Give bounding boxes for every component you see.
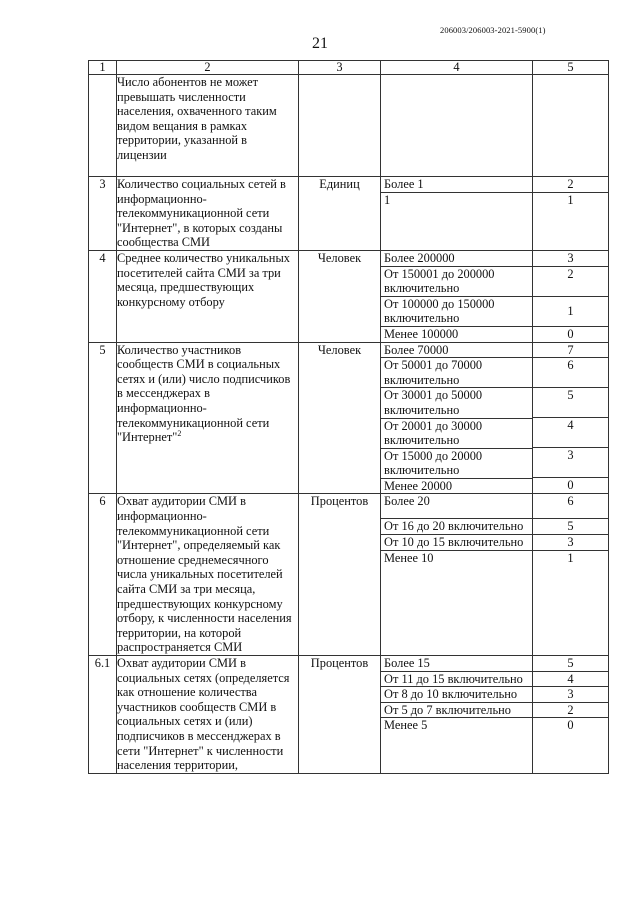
points-item: 4 xyxy=(533,418,608,448)
header-col-5: 5 xyxy=(533,61,609,75)
row-number: 6 xyxy=(89,494,117,656)
points-item: 1 xyxy=(567,551,574,566)
range-item: От 100000 до 150000 включительно xyxy=(381,297,532,327)
criterion-text: Число абонентов не может превышать численности населения, охваченного таким видом вещания в рамках территории, указанной в лицензии xyxy=(117,75,299,177)
header-col-2: 2 xyxy=(117,61,299,75)
row-number: 6.1 xyxy=(89,656,117,774)
document-id: 206003/206003-2021-5900(1) xyxy=(440,25,546,35)
range-cell xyxy=(381,177,533,251)
points-item: 3 xyxy=(533,251,608,267)
points-item: 6 xyxy=(533,494,608,519)
range-item: Более 200000 xyxy=(381,251,532,267)
table-row xyxy=(89,656,609,774)
range-item: От 11 до 15 включительно xyxy=(381,672,532,688)
points-item: 2 xyxy=(533,177,608,193)
range-item: От 8 до 10 включительно xyxy=(381,687,532,703)
unit-text xyxy=(299,75,381,177)
points-item: 7 xyxy=(533,343,608,359)
range-item: 1 xyxy=(384,192,391,207)
table-row xyxy=(89,342,609,494)
criterion-text: Охват аудитории СМИ в информационно-телекоммуникационной сети "Интернет", определяемый как отношение среднемесячного числа уникальных посетителей сайта СМИ за три месяца, предшествующих конкурсному отбору, к численности населения территории, на которой распространяется СМИ xyxy=(117,494,299,656)
points-item: 3 xyxy=(533,687,608,703)
points-cell xyxy=(533,656,609,774)
points-item: 0 xyxy=(567,718,574,733)
points-item: 1 xyxy=(567,192,574,207)
points-item: 6 xyxy=(533,358,608,388)
criterion-text: Охват аудитории СМИ в социальных сетях (определяется как отношение количества участников сообществ СМИ в социальных сетях и (или) подписчиков в мессенджерах в сети "Интернет" к численности населения территории, xyxy=(117,656,299,774)
unit-text: Процентов xyxy=(299,494,381,656)
range-item: Менее 20000 xyxy=(384,478,453,493)
range-item: Более 1 xyxy=(381,177,532,193)
row-number xyxy=(89,75,117,177)
points-cell xyxy=(533,177,609,251)
points-item: 0 xyxy=(567,326,574,341)
criterion-text: Количество социальных сетей в информационно-телекоммуникационной сети "Интернет", в которых созданы сообщества СМИ xyxy=(117,177,299,251)
criterion-text: Количество участников сообществ СМИ в социальных сетях и (или) число подписчиков в мессенджерах в информационно-телекоммуникационной сети "Интернет"$^2$ xyxy=(117,342,299,494)
points-item: 2 xyxy=(533,703,608,719)
footnote-marker: 2 xyxy=(177,428,182,438)
points-item: 0 xyxy=(567,478,574,493)
row-number: 3 xyxy=(89,177,117,251)
table-row xyxy=(89,75,609,177)
range-item: Более 70000 xyxy=(381,343,532,359)
unit-text: Человек xyxy=(299,342,381,494)
range-item: Менее 5 xyxy=(384,718,428,733)
header-row xyxy=(89,61,609,75)
header-col-1: 1 xyxy=(89,61,117,75)
criterion-text: Среднее количество уникальных посетителей сайта СМИ за три месяца, предшествующих конкурсному отбору xyxy=(117,250,299,342)
points-item: 3 xyxy=(533,535,608,551)
range-cell xyxy=(381,656,533,774)
range-item: От 150001 до 200000 включительно xyxy=(381,267,532,297)
range-cell xyxy=(381,494,533,656)
unit-text: Человек xyxy=(299,250,381,342)
points-item: 5 xyxy=(533,388,608,418)
range-item: Менее 10 xyxy=(384,551,434,566)
range-item: От 15000 до 20000 включительно xyxy=(381,449,532,479)
points-cell xyxy=(533,342,609,494)
points-item: 5 xyxy=(533,519,608,535)
range-item: Менее 100000 xyxy=(384,326,459,341)
table-row xyxy=(89,250,609,342)
range-item: От 50001 до 70000 включительно xyxy=(381,358,532,388)
points-cell xyxy=(533,494,609,656)
points-item: 1 xyxy=(533,297,608,327)
range-item: От 20001 до 30000 включительно xyxy=(381,419,532,449)
range-cell xyxy=(381,342,533,494)
unit-text: Единиц xyxy=(299,177,381,251)
table-row xyxy=(89,494,609,656)
row-number: 4 xyxy=(89,250,117,342)
unit-text: Процентов xyxy=(299,656,381,774)
range-item: От 5 до 7 включительно xyxy=(381,703,532,719)
range-item: Более 15 xyxy=(381,656,532,672)
points-cell xyxy=(533,250,609,342)
range-item: От 10 до 15 включительно xyxy=(381,535,532,551)
range-cell xyxy=(381,250,533,342)
points-item: 5 xyxy=(533,656,608,672)
table-row xyxy=(89,177,609,251)
range-item: От 30001 до 50000 включительно xyxy=(381,388,532,418)
points-cell xyxy=(533,75,609,177)
range-cell xyxy=(381,75,533,177)
points-item: 4 xyxy=(533,672,608,688)
range-item: От 16 до 20 включительно xyxy=(381,519,532,535)
header-col-3: 3 xyxy=(299,61,381,75)
range-item: Более 20 xyxy=(381,494,532,519)
row-number: 5 xyxy=(89,342,117,494)
points-item: 2 xyxy=(533,267,608,297)
header-col-4: 4 xyxy=(381,61,533,75)
points-item: 3 xyxy=(533,448,608,478)
criteria-table xyxy=(88,60,609,774)
page-number: 21 xyxy=(312,35,328,52)
